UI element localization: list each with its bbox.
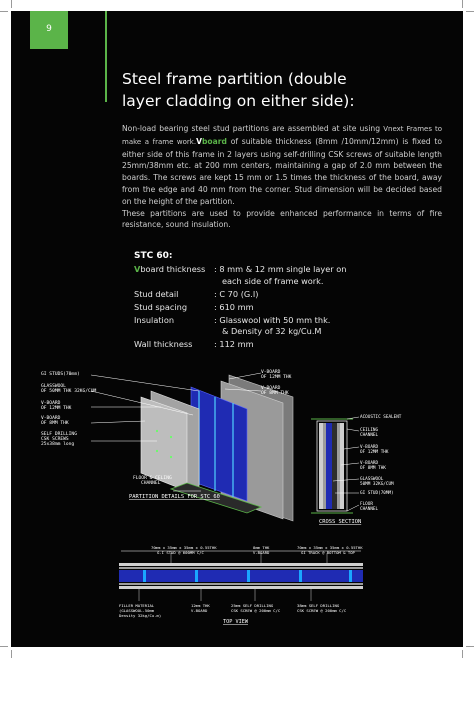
tv-board-12: 12mm THK [191, 603, 210, 608]
label-right-vboard-8: V-BOARD [261, 386, 281, 391]
insulation-value-1: : Glasswool with 50 mm thk. [214, 314, 331, 325]
crop-mark [466, 11, 474, 12]
body-text [122, 123, 442, 231]
cs-label-stud: GI STUD(70MM) [360, 491, 394, 496]
brand-vboard [196, 137, 227, 146]
top-view-caption: TOP VIEW [223, 619, 248, 625]
tv-board-name: V-BOARD [253, 550, 270, 555]
tv-screw-25-spacing: CSK SCREW @ 200mm C/C [231, 608, 281, 613]
tv-stud-spacing: G.I STUD @ 600MM C/C [157, 550, 204, 555]
brand-v: V [134, 264, 141, 274]
crop-mark [462, 650, 463, 658]
paragraph-1 [122, 123, 442, 208]
tv-filler-glasswool: (GLASSWOOL-50mm [119, 608, 155, 613]
cs-label-floor: FLOOR [360, 502, 373, 507]
cs-label-ceiling: CEILING [360, 428, 379, 433]
top-view-drawing [119, 545, 363, 625]
cross-section-caption: CROSS SECTION [319, 519, 362, 525]
cs-label-ceiling-channel: CHANNEL [360, 433, 379, 438]
cs-label-glasswool: GLASSWOOL [360, 477, 384, 482]
board-label: board thickness [140, 264, 206, 274]
cross-section-drawing [311, 414, 402, 525]
label-floor: FLOOR & CELING [133, 476, 172, 481]
catalog-page [11, 11, 463, 647]
page-number: 9 [46, 24, 52, 34]
board-value-1: : 8 mm & 12 mm single layer on [214, 264, 347, 274]
spec-row [134, 302, 384, 314]
tv-stud-size: 70mm x 35mm x 35mm x 0.55THK [151, 545, 217, 550]
label-right-vboard-12-thk: OF 12MM THK [261, 375, 292, 380]
tv-screw-25: 25mm SELF DRILLING [231, 603, 274, 608]
cs-label-vboard-12: V-BOARD [360, 445, 379, 450]
brand-vnext: Vnext Frames to make a frame work. [122, 125, 443, 146]
cs-label-vboard-8: V-BOARD [360, 461, 379, 466]
spec-label: Wall thickness [134, 339, 193, 349]
spec-row [134, 315, 384, 338]
board-value-2: each side of frame work. [222, 275, 324, 286]
p1-start: Non-load bearing steel stud partitions are assembled at site using [122, 124, 384, 133]
label-screws-length: 25x38mm long [41, 442, 75, 447]
brand-board: board [201, 136, 227, 146]
spec-label: Stud detail [134, 288, 179, 299]
title-line-1: Steel frame partition (double [122, 70, 347, 88]
label-right-vboard-8-thk: OF 8MM THK [261, 391, 289, 396]
paragraph-2: These partitions are used to provide enhanced performance in terms of fire resistance, sound insulation. [122, 208, 442, 230]
brand-v: V [196, 136, 202, 146]
cs-label-glasswool-spec: 50MM 32KG/CUM [360, 482, 394, 487]
tv-filler-density: Density 32kg/Cu.m) [119, 613, 162, 618]
crop-mark [11, 0, 12, 8]
label-vboard-12: V-BOARD [41, 401, 61, 406]
label-vboard-12-thk: OF 12MM THK [41, 406, 72, 411]
crop-mark [0, 646, 8, 647]
tv-board-12-name: V-BOARD [191, 608, 208, 613]
label-screws-csk: CSK SCREWS [41, 437, 69, 442]
spec-value: : 112 mm [214, 339, 254, 349]
cs-label-vboard-8-thk: OF 8MM THK [360, 466, 386, 471]
accent-divider [105, 11, 107, 102]
spec-value: : C 70 (G.I) [214, 288, 259, 299]
label-screws: SELF DRILLING [41, 432, 77, 437]
spec-value [214, 264, 384, 287]
spec-title: STC 60: [134, 251, 173, 261]
p1-end: of suitable thickness (8mm /10mm/12mm) is fixed to either side of this frame in 2 layers using self-drilling CSK screws of suitable length 25mm/38mm etc. at 200 mm centers, maintaining a gap of 2.0 mm between the boards. The screws are kept 15 mm or 1.5 times the thickness of the board, away from the edge and 40 mm from the corner. Stud dimension will be decided based on the height of the partition. [122, 136, 442, 206]
tv-track-size: 70mm x 35mm x 35mm x 0.55THK [297, 545, 363, 550]
spec-row [134, 289, 384, 301]
spec-row [134, 339, 384, 351]
tv-screw-38: 38mm SELF DRILLING [297, 603, 340, 608]
label-gi-studs: GI STUDS(70mm) [41, 372, 80, 377]
page-title [122, 68, 442, 112]
partition-detail-drawing [11, 351, 463, 647]
title-line-2: layer cladding on either side): [122, 92, 355, 110]
spec-row-board [134, 264, 384, 287]
crop-mark [466, 646, 474, 647]
spec-value [214, 315, 384, 338]
crop-mark [462, 0, 463, 8]
crop-mark [0, 11, 8, 12]
spec-block [134, 251, 384, 352]
label-glasswool: GLASSWOOL [41, 384, 66, 389]
cs-label-vboard-12-thk: OF 12MM THK [360, 450, 389, 455]
partition-caption: PARTITION DETAILS FOR STC 60 [129, 494, 220, 500]
spec-label [134, 264, 214, 287]
spec-label: Stud spacing [134, 301, 188, 312]
tv-track-pos: GI TRACK @ BOTTOM & TOP [301, 550, 355, 555]
label-floor-channel: CHANNEL [141, 481, 161, 486]
spec-value: : 610 mm [214, 301, 254, 312]
crop-mark [11, 650, 12, 658]
spec-label: Insulation [134, 314, 175, 325]
insulation-value-2: & Density of 32 kg/Cu.M [222, 326, 322, 336]
tv-screw-38-spacing: CSK SCREW @ 200mm C/C [297, 608, 347, 613]
cs-label-floor-channel: CHANNEL [360, 507, 379, 512]
tv-filler: FILLER MATERIAL [119, 603, 155, 608]
label-vboard-8-thk: OF 8MM THK [41, 421, 69, 426]
label-vboard-8: V-BOARD [41, 416, 61, 421]
label-right-vboard-12: V-BOARD [261, 370, 281, 375]
page-number-tab [30, 11, 68, 49]
label-glasswool-spec: OF 50MM THK 32KG/CUM [41, 389, 97, 394]
tv-board-thk: 8mm THK [253, 545, 270, 550]
cs-label-sealent: ACOUSTIC SEALENT [360, 415, 402, 420]
